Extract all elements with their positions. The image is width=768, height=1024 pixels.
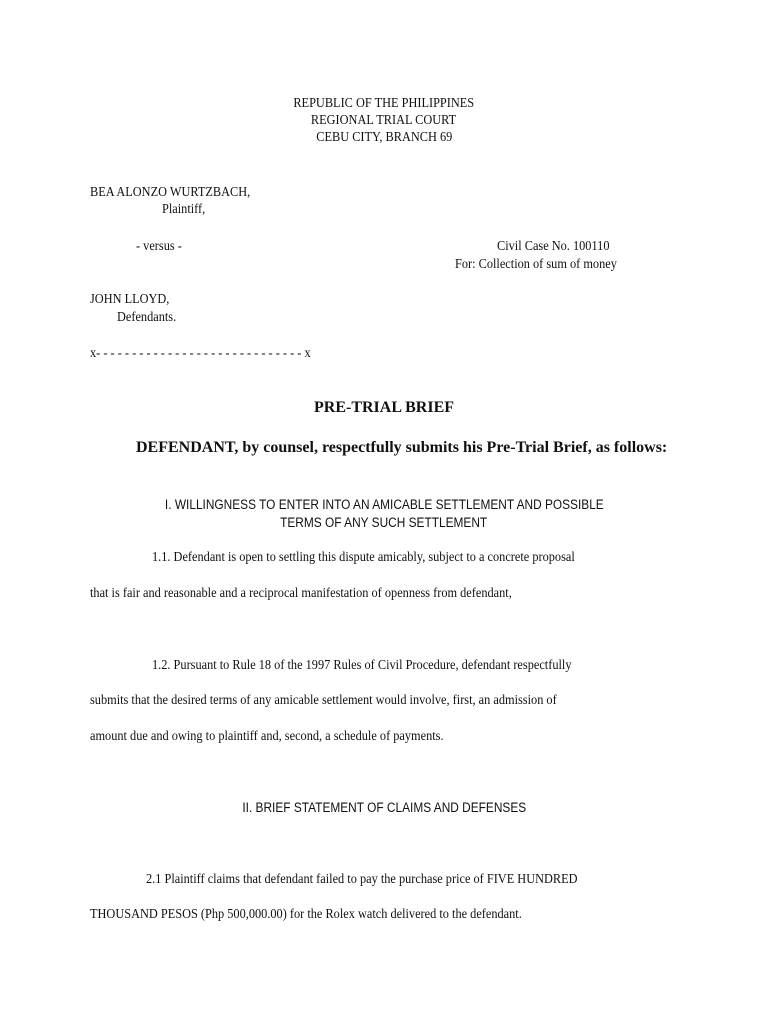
header-republic: REPUBLIC OF THE PHILIPPINES xyxy=(293,96,475,111)
header-branch: CEBU CITY, BRANCH 69 xyxy=(315,130,452,145)
intro-party: DEFENDANT xyxy=(136,439,235,456)
defendant-role: Defendants. xyxy=(117,310,177,325)
para-1-2-line2: submits that the desired terms of any amicable settlement would involve, first, an admission of xyxy=(90,693,557,708)
header-court: REGIONAL TRIAL COURT xyxy=(311,113,457,128)
section2-heading: II. BRIEF STATEMENT OF CLAIMS AND DEFENSES xyxy=(242,800,526,815)
caption-separator: x- - - - - - - - - - - - - - - - - - - - - - - - - - - - - x xyxy=(90,346,311,361)
case-number: Civil Case No. 100110 xyxy=(497,239,610,254)
para-1-2-line3: amount due and owing to plaintiff and, second, a schedule of payments. xyxy=(90,729,444,744)
defendant-name: JOHN LLOYD, xyxy=(90,292,170,307)
para-1-1-line2: that is fair and reasonable and a reciprocal manifestation of openness from defendant, xyxy=(90,586,512,601)
para-2-1-line2: THOUSAND PESOS (Php 500,000.00) for the Rolex watch delivered to the defendant. xyxy=(90,907,522,922)
plaintiff-role: Plaintiff, xyxy=(162,202,206,217)
intro-paragraph xyxy=(90,437,678,459)
case-nature: For: Collection of sum of money xyxy=(455,257,617,272)
para-2-1-line1: 2.1 Plaintiff claims that defendant failed to pay the purchase price of FIVE HUNDRED xyxy=(146,872,578,887)
versus-label: - versus - xyxy=(136,239,182,254)
plaintiff-name: BEA ALONZO WURTZBACH, xyxy=(90,185,251,200)
document-title: PRE-TRIAL BRIEF xyxy=(313,399,455,416)
section1-heading-line1: I. WILLINGNESS TO ENTER INTO AN AMICABLE SETTLEMENT AND POSSIBLE xyxy=(164,497,604,512)
para-1-1-line1: 1.1. Defendant is open to settling this dispute amicably, subject to a concrete proposal xyxy=(152,550,575,565)
para-1-2-line1: 1.2. Pursuant to Rule 18 of the 1997 Rules of Civil Procedure, defendant respectfully xyxy=(152,658,572,673)
intro-text: , by counsel, respectfully submits his Pre-Trial Brief, as follows: xyxy=(234,439,668,456)
section1-heading-line2: TERMS OF ANY SUCH SETTLEMENT xyxy=(280,515,488,530)
